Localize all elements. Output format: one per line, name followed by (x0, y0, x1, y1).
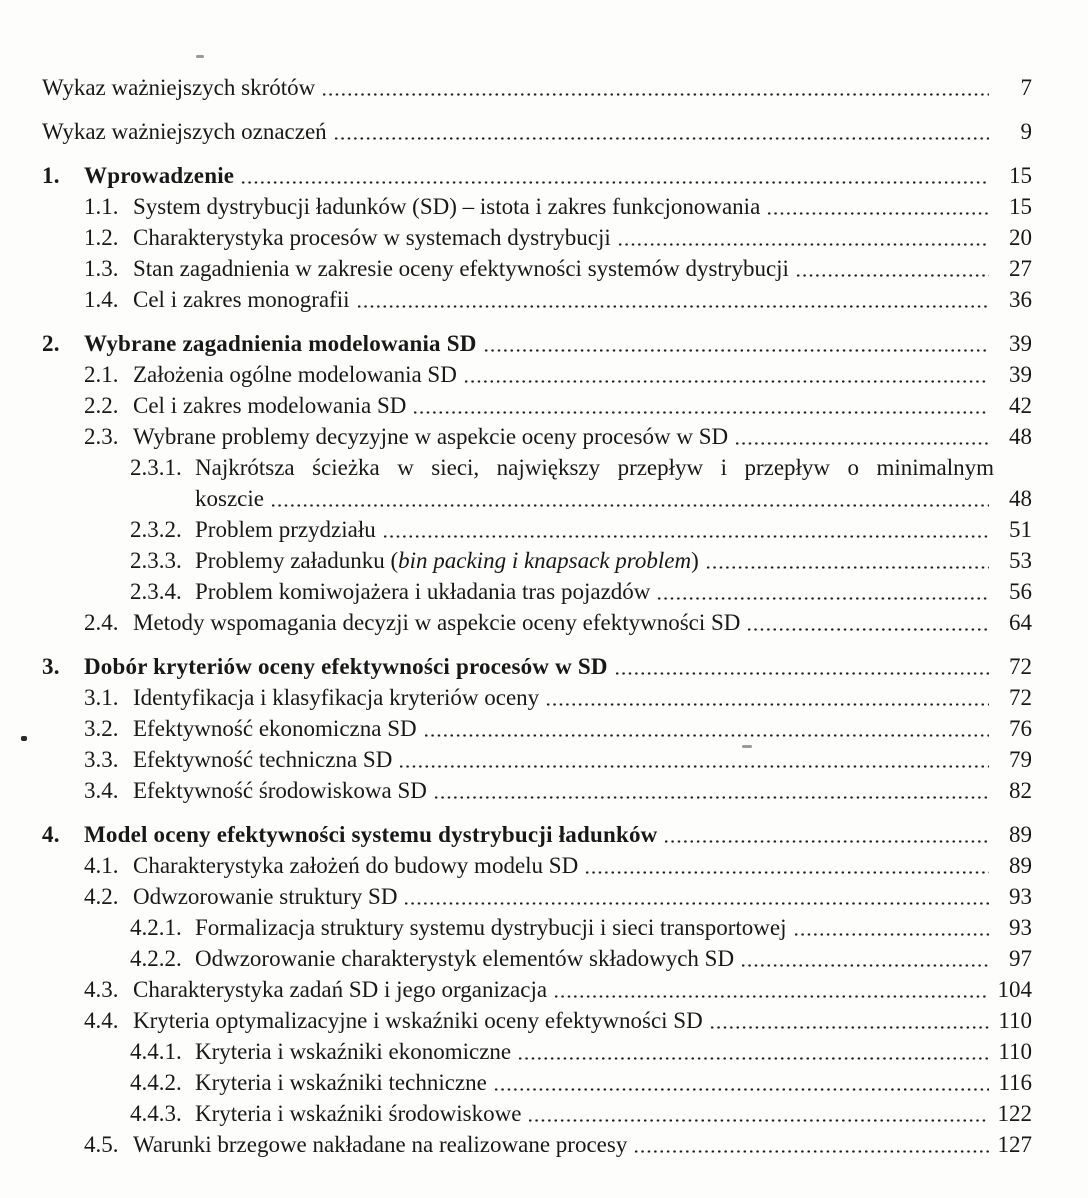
toc-entry-chapter (42, 328, 1032, 359)
entry-title: Odwzorowanie charakterystyk elementów składowych SD (195, 946, 735, 971)
entry-title: Efektywność środowiskowa SD (133, 778, 427, 803)
toc-entry (42, 744, 1032, 775)
entry-title: Wybrane zagadnienia modelowania SD (84, 331, 477, 356)
entry-page: 76 (1009, 716, 1032, 741)
entry-number: 4.2.2. (130, 946, 182, 971)
dot-leader (493, 1067, 989, 1098)
toc-entry (42, 943, 1032, 974)
entry-title-suffix: ) (691, 548, 699, 573)
entry-page: 110 (998, 1039, 1032, 1064)
toc-entry (42, 1005, 1032, 1036)
toc-entry (42, 912, 1032, 943)
entry-number: 4.5. (84, 1132, 119, 1157)
entry-title: Odwzorowanie struktury SD (133, 884, 398, 909)
toc-entry-line1 (42, 452, 1032, 483)
entry-number: 3.4. (84, 778, 119, 803)
dot-leader (553, 974, 989, 1005)
dot-leader (633, 1129, 989, 1160)
entry-page: 27 (1009, 256, 1032, 281)
entry-title-prefix: Problemy załadunku ( (195, 548, 399, 573)
entry-number: 1.2. (84, 225, 119, 250)
entry-number: 2.3. (84, 424, 119, 449)
toc-entry (42, 191, 1032, 222)
dot-leader (270, 483, 989, 514)
entry-number: 2.2. (84, 393, 119, 418)
entry-title: Model oceny efektywności systemu dystrybucji ładunków (84, 822, 658, 847)
entry-number: 1. (42, 163, 60, 188)
entry-number: 3.2. (84, 716, 119, 741)
entry-number: 4.3. (84, 977, 119, 1002)
toc-entry (42, 682, 1032, 713)
entry-title: Formalizacja struktury systemu dystrybucji i sieci transportowej (195, 915, 787, 940)
entry-title: Wykaz ważniejszych oznaczeń (42, 119, 327, 144)
entry-title: Kryteria i wskaźniki środowiskowe (195, 1101, 522, 1126)
entry-title: Założenia ogólne modelowania SD (133, 362, 457, 387)
entry-number: 2.4. (84, 610, 119, 635)
entry-number: 4.4.3. (130, 1101, 182, 1126)
dot-leader (382, 514, 989, 545)
dot-leader (483, 328, 989, 359)
dot-leader (321, 72, 989, 103)
entry-page: 97 (1009, 946, 1032, 971)
entry-title: Wybrane problemy decyzyjne w aspekcie oceny procesów w SD (133, 424, 729, 449)
toc-entry (42, 116, 1032, 147)
entry-page: 89 (1009, 822, 1032, 847)
dot-leader (584, 850, 989, 881)
entry-page: 93 (1009, 884, 1032, 909)
dot-leader (403, 881, 989, 912)
toc-entry (42, 222, 1032, 253)
entry-page: 15 (1009, 163, 1032, 188)
toc-entry (42, 576, 1032, 607)
entry-number: 2.3.1. (130, 455, 182, 480)
dot-leader (356, 284, 989, 315)
entry-title: Wykaz ważniejszych skrótów (42, 75, 316, 100)
entry-page: 7 (1020, 75, 1032, 100)
entry-number: 4.1. (84, 853, 119, 878)
entry-number: 3.1. (84, 685, 119, 710)
entry-title: System dystrybucji ładunków (SD) – istota i zakres funkcjonowania (133, 194, 761, 219)
entry-number: 4.2. (84, 884, 119, 909)
dot-leader (433, 775, 989, 806)
entry-page: 122 (997, 1101, 1032, 1126)
entry-title: Charakterystyka założeń do budowy modelu SD (133, 853, 579, 878)
toc-entry (42, 775, 1032, 806)
entry-page: 110 (998, 1008, 1032, 1033)
entry-title: Kryteria i wskaźniki ekonomiczne (195, 1039, 512, 1064)
entry-page: 89 (1009, 853, 1032, 878)
entry-page: 53 (1009, 548, 1032, 573)
entry-page: 127 (997, 1132, 1032, 1157)
dot-leader (398, 744, 989, 775)
entry-number: 3. (42, 654, 60, 679)
entry-page: 72 (1009, 685, 1032, 710)
dot-leader (766, 191, 989, 222)
dot-leader (709, 1005, 989, 1036)
entry-title: Charakterystyka zadań SD i jego organizacja (133, 977, 548, 1002)
entry-number: 1.4. (84, 287, 119, 312)
toc-entry (42, 1036, 1032, 1067)
dot-leader (517, 1036, 989, 1067)
entry-page: 79 (1009, 747, 1032, 772)
toc-entry (42, 1067, 1032, 1098)
entry-title: Efektywność ekonomiczna SD (133, 716, 417, 741)
toc-entry (42, 850, 1032, 881)
entry-number: 4. (42, 822, 60, 847)
entry-title: Kryteria optymalizacyjne i wskaźniki oceny efektywności SD (133, 1008, 703, 1033)
entry-title-continuation: koszcie (195, 486, 264, 511)
scan-speck (196, 55, 204, 58)
toc-entry (42, 253, 1032, 284)
entry-number: 2.3.2. (130, 517, 182, 542)
toc-entry (42, 881, 1032, 912)
dot-leader (740, 943, 989, 974)
dot-leader (545, 682, 989, 713)
entry-number: 2. (42, 331, 60, 356)
scan-speck (21, 736, 27, 741)
entry-number: 4.4.1. (130, 1039, 182, 1064)
entry-number: 4.2.1. (130, 915, 182, 940)
entry-title: Charakterystyka procesów w systemach dystrybucji (133, 225, 611, 250)
dot-leader (527, 1098, 989, 1129)
entry-title: Kryteria i wskaźniki techniczne (195, 1070, 487, 1095)
entry-title: Cel i zakres monografii (133, 287, 350, 312)
toc-entry (42, 607, 1032, 638)
entry-page: 48 (1009, 424, 1032, 449)
toc-entry (42, 72, 1032, 103)
entry-title: Identyfikacja i klasyfikacja kryteriów oceny (133, 685, 540, 710)
entry-page: 39 (1009, 362, 1032, 387)
toc-entry (42, 1129, 1032, 1160)
entry-title: Metody wspomagania decyzji w aspekcie oceny efektywności SD (133, 610, 741, 635)
dot-leader (423, 713, 989, 744)
dot-leader (793, 912, 990, 943)
dot-leader (412, 390, 989, 421)
entry-page: 82 (1009, 778, 1032, 803)
toc-entry (42, 421, 1032, 452)
entry-title: Dobór kryteriów oceny efektywności procesów w SD (84, 654, 608, 679)
toc-entry-chapter (42, 819, 1032, 850)
entry-number: 2.3.4. (130, 579, 182, 604)
entry-number: 3.3. (84, 747, 119, 772)
entry-number: 1.3. (84, 256, 119, 281)
dot-leader (795, 253, 989, 284)
dot-leader (240, 160, 989, 191)
entry-title (195, 545, 699, 576)
dot-leader (663, 819, 989, 850)
dot-leader (333, 116, 989, 147)
entry-page: 9 (1020, 119, 1032, 144)
entry-number: 2.1. (84, 362, 119, 387)
entry-title: Problem przydziału (195, 517, 376, 542)
entry-page: 51 (1009, 517, 1032, 542)
dot-leader (734, 421, 989, 452)
dot-leader (705, 545, 989, 576)
entry-number: 2.3.3. (130, 548, 182, 573)
entry-page: 56 (1009, 579, 1032, 604)
toc-entry (42, 545, 1032, 576)
entry-title-italic: bin packing i knapsack problem (398, 548, 692, 573)
entry-title: Najkrótsza ścieżka w sieci, największy przepływ i przepływ o minimalnym (195, 455, 994, 480)
entry-title: Efektywność techniczna SD (133, 747, 393, 772)
entry-title: Wprowadzenie (84, 163, 235, 188)
entry-number: 1.1. (84, 194, 119, 219)
toc-entry (42, 390, 1032, 421)
toc-entry (42, 713, 1032, 744)
entry-page: 39 (1009, 331, 1032, 356)
entry-page: 48 (1009, 486, 1032, 511)
entry-page: 64 (1009, 610, 1032, 635)
entry-page: 104 (997, 977, 1032, 1002)
entry-title: Warunki brzegowe nakładane na realizowane procesy (133, 1132, 628, 1157)
entry-page: 93 (1009, 915, 1032, 940)
scan-speck (742, 745, 752, 748)
toc-entry-chapter (42, 651, 1032, 682)
entry-page: 72 (1009, 654, 1032, 679)
toc-entry (42, 359, 1032, 390)
toc-entry-chapter (42, 160, 1032, 191)
entry-title: Cel i zakres modelowania SD (133, 393, 407, 418)
toc-entry (42, 1098, 1032, 1129)
entry-number: 4.4.2. (130, 1070, 182, 1095)
dot-leader (746, 607, 989, 638)
entry-page: 42 (1009, 393, 1032, 418)
dot-leader (617, 222, 989, 253)
dot-leader (656, 576, 989, 607)
entry-number: 4.4. (84, 1008, 119, 1033)
entry-page: 15 (1009, 194, 1032, 219)
dot-leader (463, 359, 989, 390)
toc-entry-line2 (42, 483, 1032, 514)
toc-entry (42, 284, 1032, 315)
entry-page: 36 (1009, 287, 1032, 312)
entry-page: 20 (1009, 225, 1032, 250)
entry-page: 116 (998, 1070, 1032, 1095)
toc-entry (42, 974, 1032, 1005)
dot-leader (614, 651, 989, 682)
toc-entry (42, 514, 1032, 545)
entry-title: Problem komiwojażera i układania tras pojazdów (195, 579, 651, 604)
entry-title: Stan zagadnienia w zakresie oceny efektywności systemów dystrybucji (133, 256, 789, 281)
